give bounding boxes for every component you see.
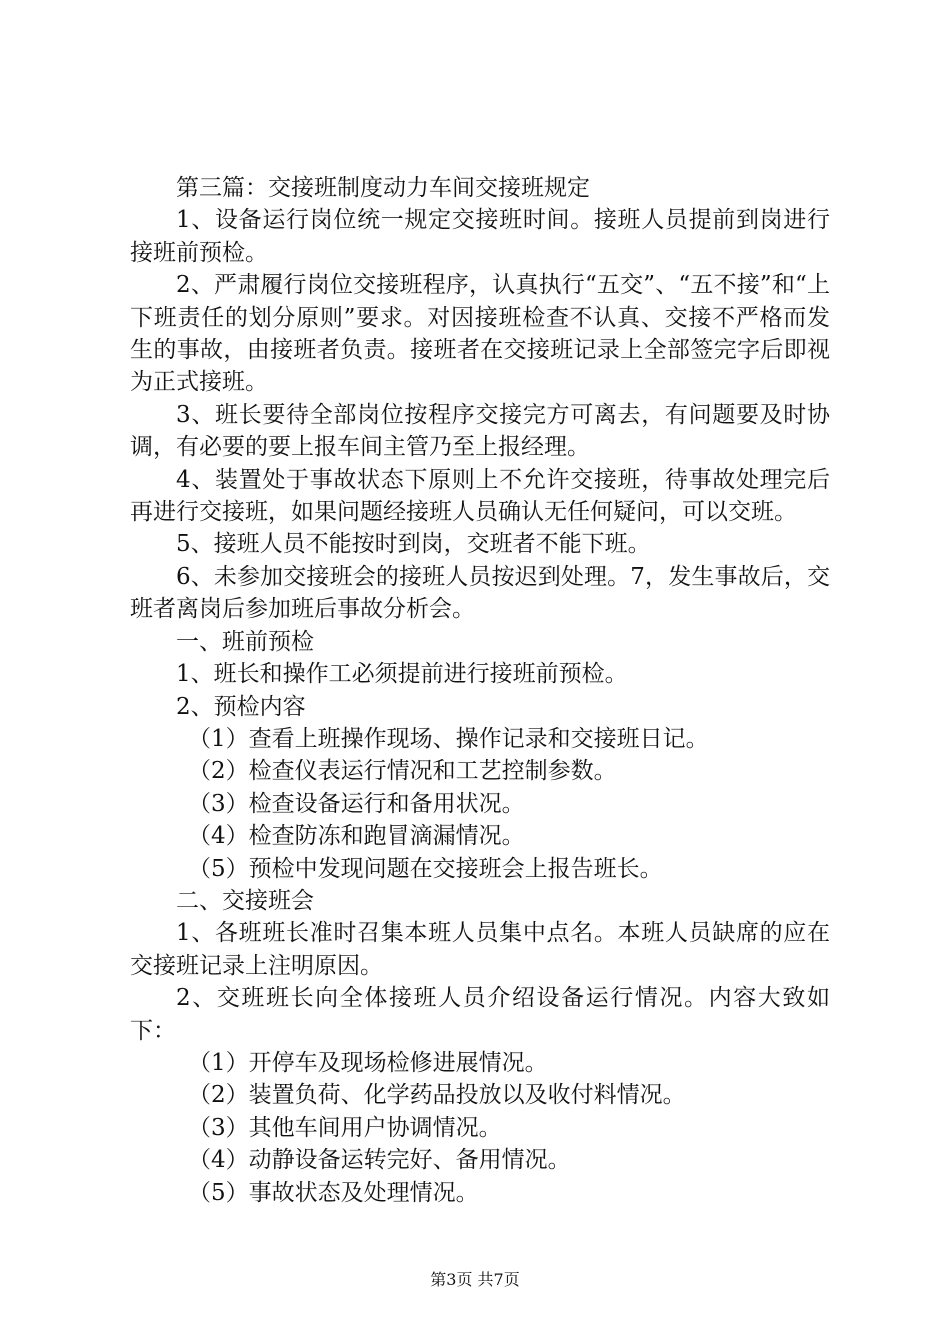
document-body <box>130 172 830 1209</box>
page-number-footer: 第3页 共7页 <box>430 1270 520 1289</box>
list-item: （3）其他车间用户协调情况。 <box>188 1114 502 1141</box>
list-item: （1）开停车及现场检修进展情况。 <box>188 1049 548 1076</box>
paragraph: 1、各班班长准时召集本班人员集中点名。本班人员缺席的应在交接班记录上注明原因。 <box>130 920 830 979</box>
list-item: （4）动静设备运转完好、备用情况。 <box>188 1147 571 1174</box>
paragraph: 5、接班人员不能按时到岗，交班者不能下班。 <box>176 531 651 558</box>
document-title: 第三篇：交接班制度动力车间交接班规定 <box>176 175 590 201</box>
list-item: （4）检查防冻和跑冒滴漏情况。 <box>188 823 525 850</box>
paragraph: 2、交班班长向全体接班人员介绍设备运行情况。内容大致如下： <box>130 985 830 1044</box>
paragraph: 1、班长和操作工必须提前进行接班前预检。 <box>176 661 628 688</box>
list-item: （5）事故状态及处理情况。 <box>188 1179 479 1206</box>
list-item: （3）检查设备运行和备用状况。 <box>188 790 525 817</box>
paragraph: 2、严肃履行岗位交接班程序，认真执行“五交”、“五不接”和“上下班责任的划分原则”要求。对因接班检查不认真、交接不严格而发生的事故，由接班者负责。接班者在交接班记录上全部签完字后即视为正式接班。 <box>130 272 830 396</box>
section-heading: 一、班前预检 <box>176 628 314 655</box>
section-heading: 二、交接班会 <box>176 887 314 914</box>
paragraph: 2、预检内容 <box>176 693 306 720</box>
list-item: （1）查看上班操作现场、操作记录和交接班日记。 <box>188 725 709 752</box>
paragraph: 1、设备运行岗位统一规定交接班时间。接班人员提前到岗进行接班前预检。 <box>130 207 830 266</box>
list-item: （2）检查仪表运行情况和工艺控制参数。 <box>188 758 617 785</box>
list-item: （5）预检中发现问题在交接班会上报告班长。 <box>188 855 663 882</box>
paragraph: 6、未参加交接班会的接班人员按迟到处理。7，发生事故后，交班者离岗后参加班后事故分析会。 <box>130 563 830 623</box>
paragraph: 3、班长要待全部岗位按程序交接完方可离去，有问题要及时协调，有必要的要上报车间主管乃至上报经理。 <box>130 401 830 461</box>
list-item: （2）装置负荷、化学药品投放以及收付料情况。 <box>188 1082 686 1109</box>
paragraph: 4、装置处于事故状态下原则上不允许交接班，待事故处理完后再进行交接班，如果问题经接班人员确认无任何疑问，可以交班。 <box>130 466 830 526</box>
